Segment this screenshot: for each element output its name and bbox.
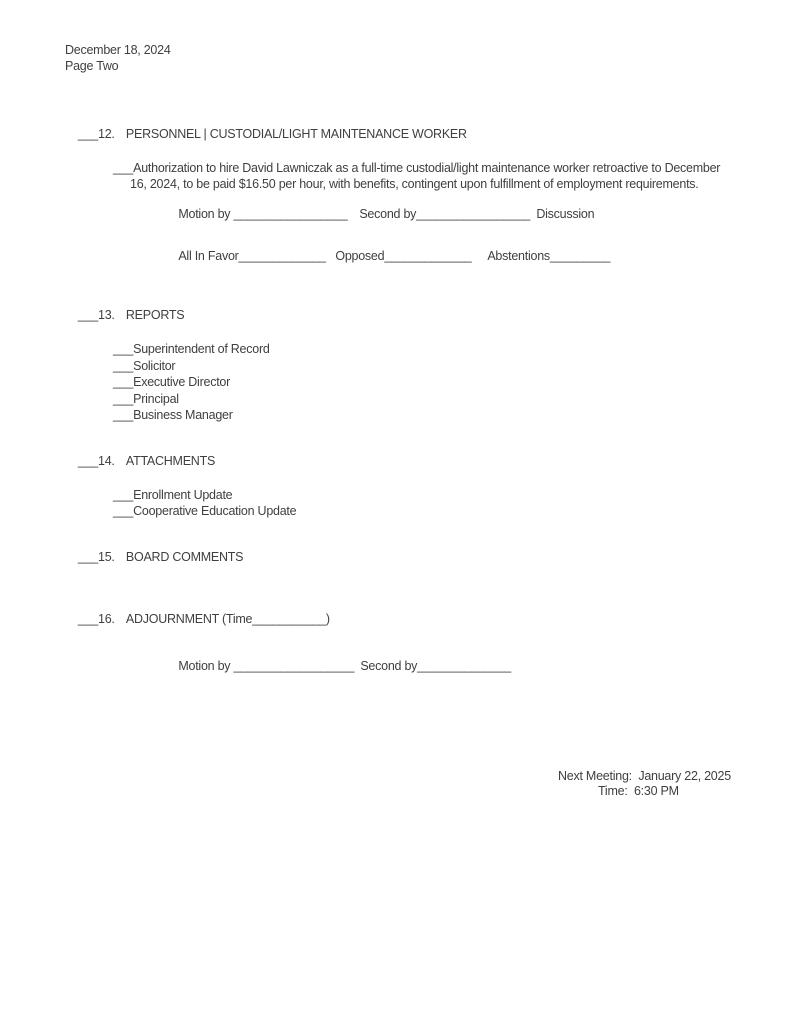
adjournment-motion-by-blank: Motion by __________________	[178, 658, 355, 673]
item-12-vote-block	[159, 193, 771, 277]
attachment-entry-coop-education: ___Cooperative Education Update	[113, 504, 297, 518]
report-entry-executive-director: ___Executive Director	[113, 375, 231, 389]
reports-list	[113, 341, 771, 424]
next-meeting-date: Next Meeting: January 22, 2025	[558, 768, 731, 783]
vote-row-motion	[159, 193, 771, 235]
report-entry-superintendent: ___Superintendent of Record	[113, 342, 270, 356]
discussion-label: Discussion	[536, 207, 595, 221]
item-14-number: ___14.	[77, 453, 115, 468]
opposed-blank: Opposed_____________	[335, 249, 472, 263]
adjournment-motion-row	[159, 645, 771, 687]
next-meeting-block	[558, 769, 771, 800]
report-entry-solicitor: ___Solicitor	[113, 358, 176, 373]
authorization-line-2: 16, 2024, to be paid $16.50 per hour, with benefits, contingent upon fulfillment of employment requirements.	[130, 177, 699, 191]
attachment-entry-enrollment: ___Enrollment Update	[113, 487, 233, 502]
attachments-list	[113, 487, 771, 520]
motion-by-blank: Motion by _________________	[178, 207, 348, 221]
report-entry-business-manager: ___Business Manager	[113, 408, 233, 422]
item-12-title: PERSONNEL | CUSTODIAL/LIGHT MAINTENANCE WORKER	[125, 127, 467, 141]
second-by-blank: Second by_________________	[359, 207, 531, 221]
page-header	[65, 42, 771, 74]
item-12-number: ___12.	[77, 127, 115, 141]
adjournment-second-by-blank: Second by______________	[360, 658, 511, 673]
item-16-title: ADJOURNMENT (Time___________)	[125, 611, 330, 626]
authorization-line-1: ___Authorization to hire David Lawniczak as a full-time custodial/light maintenance worker retroactive to December	[113, 161, 721, 175]
item-14-title: ATTACHMENTS	[125, 453, 216, 468]
next-meeting-time: Time: 6:30 PM	[598, 784, 679, 798]
item-13-row	[65, 291, 771, 339]
item-13-number: ___13.	[77, 308, 115, 322]
item-12-row	[65, 110, 771, 158]
all-in-favor-blank: All In Favor_____________	[178, 249, 326, 263]
item-16-row	[65, 595, 771, 643]
report-entry-principal: ___Principal	[113, 391, 179, 406]
item-16-number: ___16.	[77, 611, 115, 626]
abstentions-blank: Abstentions_________	[487, 249, 611, 263]
item-13-title: REPORTS	[125, 308, 185, 322]
adjournment-vote-block	[159, 645, 771, 687]
vote-row-tally	[159, 235, 771, 277]
document-date: December 18, 2024	[65, 43, 171, 57]
item-14-row	[65, 437, 771, 485]
page-label: Page Two	[65, 59, 119, 73]
item-15-title: BOARD COMMENTS	[125, 549, 244, 564]
item-15-number: ___15.	[77, 549, 115, 564]
item-15-row	[65, 533, 771, 581]
